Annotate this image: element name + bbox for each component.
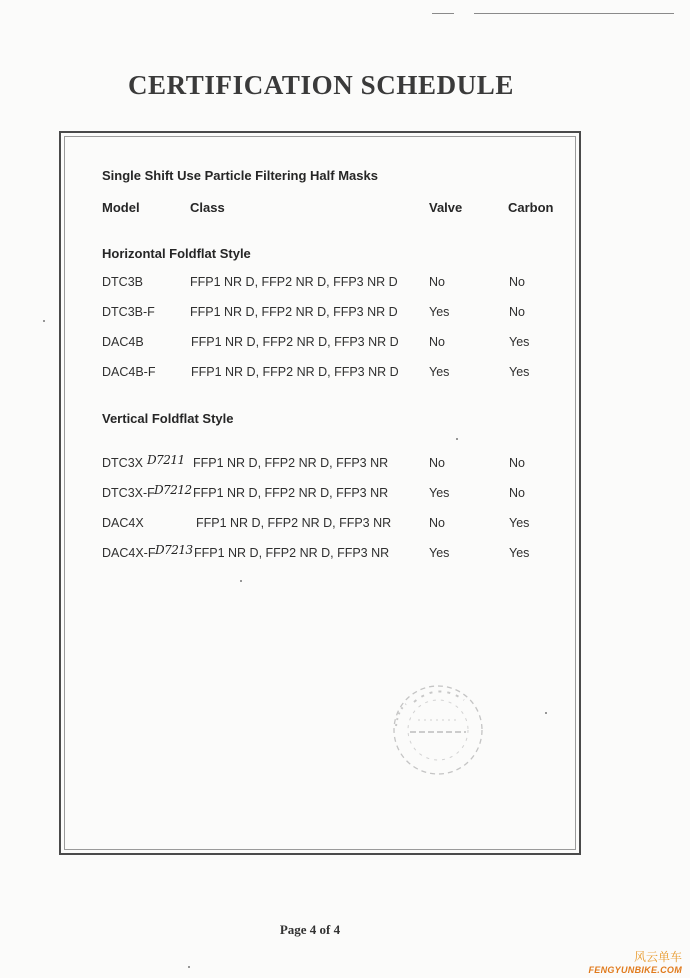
row-valve: Yes bbox=[429, 305, 450, 319]
row-valve: No bbox=[429, 516, 445, 530]
column-header-valve: Valve bbox=[429, 200, 463, 215]
section-title-horizontal: Horizontal Foldflat Style bbox=[102, 246, 251, 261]
row-carbon: No bbox=[509, 275, 525, 289]
row-model: DAC4B bbox=[102, 335, 144, 349]
row-carbon: No bbox=[509, 486, 525, 500]
scan-speck bbox=[240, 580, 242, 582]
row-model: DTC3B bbox=[102, 275, 143, 289]
column-header-carbon: Carbon bbox=[508, 200, 554, 215]
row-model: DAC4X bbox=[102, 516, 144, 530]
row-valve: Yes bbox=[429, 546, 450, 560]
scan-speck bbox=[545, 712, 547, 714]
watermark bbox=[588, 948, 682, 975]
row-class: FFP1 NR D, FFP2 NR D, FFP3 NR bbox=[193, 486, 389, 500]
row-model: DAC4X-F bbox=[102, 546, 156, 560]
row-model: DTC3X bbox=[102, 456, 143, 470]
column-header-class: Class bbox=[190, 200, 225, 215]
row-carbon: No bbox=[509, 456, 525, 470]
schedule-heading: Single Shift Use Particle Filtering Half Masks bbox=[102, 168, 378, 183]
row-model: DTC3X-F bbox=[102, 486, 155, 500]
row-valve: Yes bbox=[429, 486, 450, 500]
row-carbon: No bbox=[509, 305, 525, 319]
row-carbon: Yes bbox=[509, 546, 530, 560]
scan-speck bbox=[456, 438, 458, 440]
page-number: Page 4 of 4 bbox=[279, 922, 341, 937]
top-rule-right bbox=[474, 13, 674, 14]
row-class: FFP1 NR D, FFP2 NR D, FFP3 NR bbox=[194, 546, 390, 560]
row-class: FFP1 NR D, FFP2 NR D, FFP3 NR D bbox=[190, 275, 398, 289]
row-model: DTC3B-F bbox=[102, 305, 155, 319]
row-class: FFP1 NR D, FFP2 NR D, FFP3 NR D bbox=[191, 335, 399, 349]
row-valve: No bbox=[429, 275, 445, 289]
handwritten-note: D7211 bbox=[147, 453, 185, 467]
row-model: DAC4B-F bbox=[102, 365, 156, 379]
row-carbon: Yes bbox=[509, 365, 530, 379]
column-header-model: Model bbox=[102, 200, 140, 215]
section-title-vertical: Vertical Foldflat Style bbox=[102, 411, 234, 426]
handwritten-note: D7213 bbox=[155, 543, 193, 557]
scan-speck bbox=[188, 966, 190, 968]
document-title: CERTIFICATION SCHEDULE bbox=[127, 70, 515, 100]
row-class: FFP1 NR D, FFP2 NR D, FFP3 NR D bbox=[190, 305, 398, 319]
top-rule-left bbox=[432, 13, 454, 14]
watermark-cn: 风云单车 bbox=[633, 950, 682, 964]
row-carbon: Yes bbox=[509, 335, 530, 349]
row-class: FFP1 NR D, FFP2 NR D, FFP3 NR bbox=[193, 456, 389, 470]
row-carbon: Yes bbox=[509, 516, 530, 530]
row-class: FFP1 NR D, FFP2 NR D, FFP3 NR D bbox=[191, 365, 399, 379]
row-class: FFP1 NR D, FFP2 NR D, FFP3 NR bbox=[196, 516, 392, 530]
row-valve: No bbox=[429, 456, 445, 470]
row-valve: Yes bbox=[429, 365, 450, 379]
faded-circular-seal-icon bbox=[384, 680, 492, 780]
scan-speck bbox=[43, 320, 45, 322]
watermark-en: FENGYUNBIKE.COM bbox=[588, 965, 682, 975]
handwritten-note: D7212 bbox=[154, 483, 192, 497]
row-valve: No bbox=[429, 335, 445, 349]
